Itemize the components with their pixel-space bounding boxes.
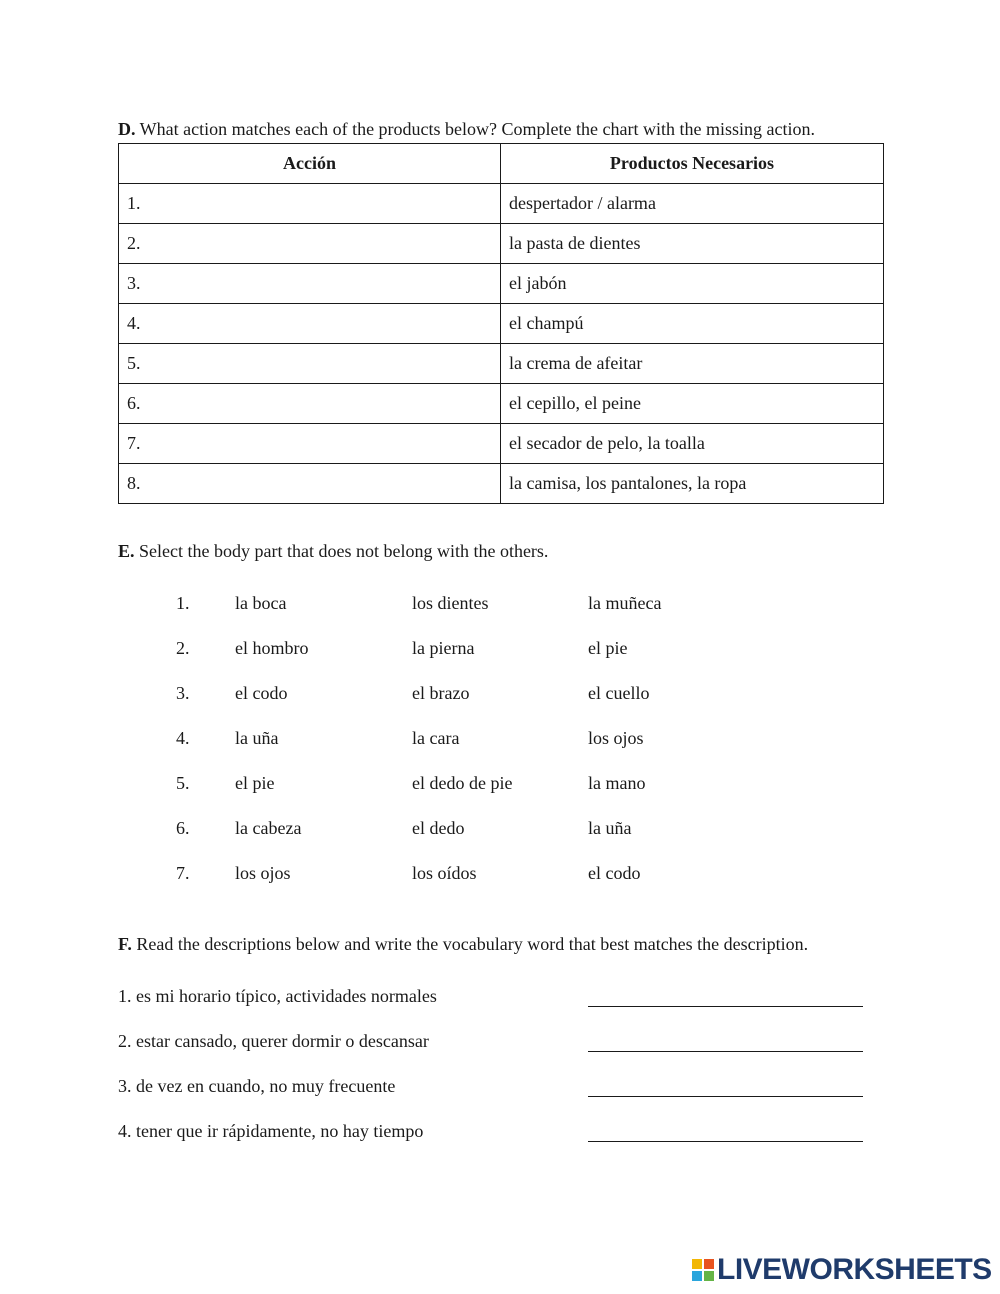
option-c[interactable]: los ojos: [588, 728, 644, 748]
product-cell-6: el cepillo, el peine: [501, 384, 884, 424]
action-products-table: [118, 143, 884, 504]
list-item: [0, 638, 1000, 662]
product-cell-2: la pasta de dientes: [501, 224, 884, 264]
option-b[interactable]: el dedo de pie: [412, 773, 513, 793]
section-f-letter: F.: [118, 934, 132, 954]
option-a[interactable]: el hombro: [235, 638, 309, 658]
action-cell-6[interactable]: 6.: [119, 384, 501, 424]
list-item: [118, 1121, 878, 1147]
section-d-instruction: [118, 119, 815, 140]
liveworksheets-logo: [692, 1254, 992, 1286]
answer-input-3[interactable]: [588, 1096, 863, 1097]
list-item: [118, 1031, 878, 1057]
list-item: [118, 986, 878, 1012]
list-item: [0, 683, 1000, 707]
header-productos: Productos Necesarios: [501, 144, 884, 184]
action-cell-8[interactable]: 8.: [119, 464, 501, 504]
item-number: 4.: [176, 728, 190, 748]
action-cell-5[interactable]: 5.: [119, 344, 501, 384]
section-e-instruction: [118, 541, 548, 562]
list-item: [0, 593, 1000, 617]
section-d-letter: D.: [118, 119, 136, 139]
option-b[interactable]: el brazo: [412, 683, 470, 703]
answer-input-4[interactable]: [588, 1141, 863, 1142]
product-cell-4: el champú: [501, 304, 884, 344]
section-e-letter: E.: [118, 541, 135, 561]
section-f-instruction: [118, 934, 808, 955]
section-d-instruction-text: What action matches each of the products below? Complete the chart with the missing action.: [135, 119, 815, 139]
product-cell-5: la crema de afeitar: [501, 344, 884, 384]
product-cell-7: el secador de pelo, la toalla: [501, 424, 884, 464]
item-number: 3.: [176, 683, 190, 703]
table-row: [119, 184, 884, 224]
section-e-instruction-text: Select the body part that does not belong with the others.: [134, 541, 549, 561]
list-item: [0, 818, 1000, 842]
item-number: 2.: [176, 638, 190, 658]
item-number: 7.: [176, 863, 190, 883]
description-text: 3. de vez en cuando, no muy frecuente: [118, 1076, 396, 1096]
item-number: 1.: [176, 593, 190, 613]
logo-text: LIVEWORKSHEETS: [717, 1253, 992, 1286]
option-a[interactable]: los ojos: [235, 863, 291, 883]
product-cell-1: despertador / alarma: [501, 184, 884, 224]
item-number: 5.: [176, 773, 190, 793]
option-c[interactable]: el codo: [588, 863, 641, 883]
list-item: [0, 773, 1000, 797]
list-item: [118, 1076, 878, 1102]
header-accion: Acción: [119, 144, 501, 184]
table-row: [119, 304, 884, 344]
table-header-row: [119, 144, 884, 184]
product-cell-3: el jabón: [501, 264, 884, 304]
option-a[interactable]: la cabeza: [235, 818, 302, 838]
description-text: 1. es mi horario típico, actividades normales: [118, 986, 437, 1006]
option-a[interactable]: la uña: [235, 728, 279, 748]
option-b[interactable]: los dientes: [412, 593, 489, 613]
option-a[interactable]: el pie: [235, 773, 275, 793]
list-item: [0, 728, 1000, 752]
option-c[interactable]: el cuello: [588, 683, 650, 703]
answer-input-1[interactable]: [588, 1006, 863, 1007]
list-item: [0, 863, 1000, 887]
option-a[interactable]: el codo: [235, 683, 288, 703]
option-b[interactable]: la cara: [412, 728, 460, 748]
option-b[interactable]: los oídos: [412, 863, 477, 883]
option-c[interactable]: la mano: [588, 773, 646, 793]
action-cell-3[interactable]: 3.: [119, 264, 501, 304]
section-f-instruction-text: Read the descriptions below and write the vocabulary word that best matches the description.: [131, 934, 809, 954]
option-c[interactable]: la uña: [588, 818, 632, 838]
action-cell-1[interactable]: 1.: [119, 184, 501, 224]
product-cell-8: la camisa, los pantalones, la ropa: [501, 464, 884, 504]
table-row: [119, 224, 884, 264]
table-row: [119, 264, 884, 304]
option-c[interactable]: la muñeca: [588, 593, 662, 613]
option-a[interactable]: la boca: [235, 593, 287, 613]
option-b[interactable]: la pierna: [412, 638, 475, 658]
table-row: [119, 424, 884, 464]
description-text: 4. tener que ir rápidamente, no hay tiempo: [118, 1121, 424, 1141]
action-cell-2[interactable]: 2.: [119, 224, 501, 264]
logo-blocks-icon: [692, 1259, 714, 1281]
table-row: [119, 464, 884, 504]
description-text: 2. estar cansado, querer dormir o descansar: [118, 1031, 429, 1051]
answer-input-2[interactable]: [588, 1051, 863, 1052]
table-row: [119, 344, 884, 384]
option-b[interactable]: el dedo: [412, 818, 465, 838]
action-cell-7[interactable]: 7.: [119, 424, 501, 464]
option-c[interactable]: el pie: [588, 638, 628, 658]
action-cell-4[interactable]: 4.: [119, 304, 501, 344]
table-row: [119, 384, 884, 424]
item-number: 6.: [176, 818, 190, 838]
